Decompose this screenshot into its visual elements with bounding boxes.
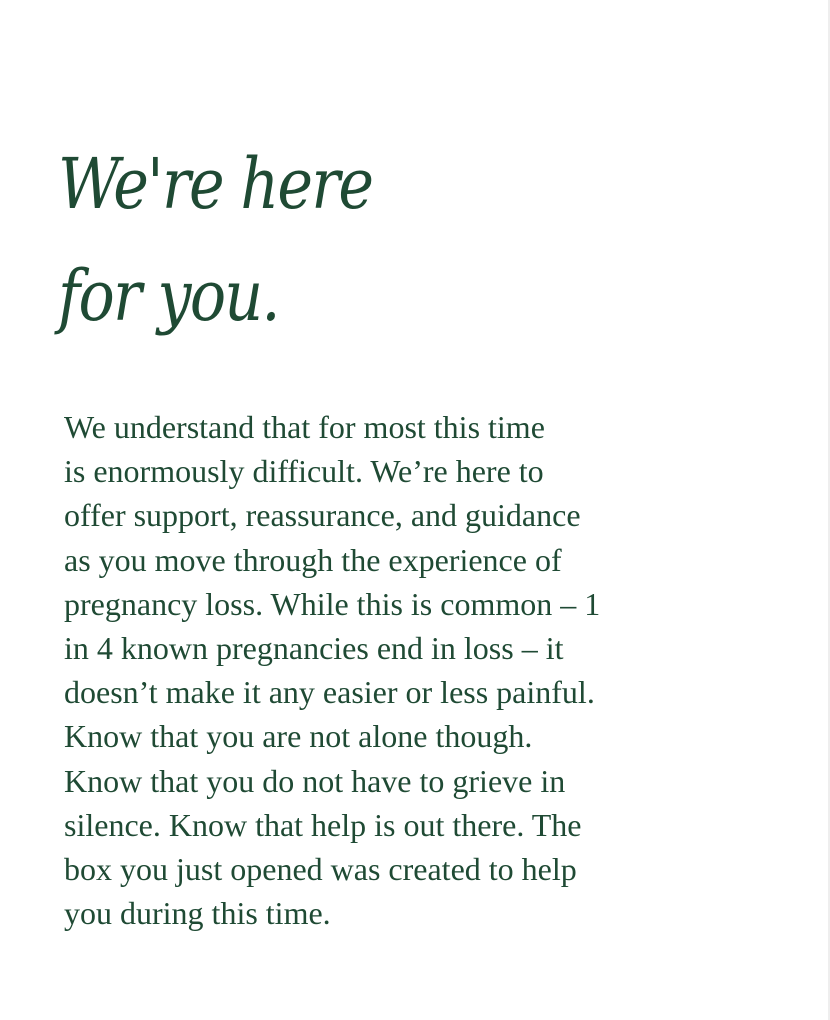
headline-line-1: We're here — [58, 143, 373, 225]
body-paragraph — [64, 405, 674, 935]
headline-line-2: for you. — [58, 255, 279, 337]
body-line: pregnancy loss. While this is common – 1 — [64, 585, 601, 622]
body-line: Know that you are not alone though. — [64, 718, 533, 755]
page-headline — [58, 128, 372, 352]
body-line: offer support, reassurance, and guidance — [64, 497, 581, 534]
body-line: you during this time. — [64, 895, 331, 932]
body-line: as you move through the experience of — [64, 541, 562, 578]
body-line: doesn’t make it any easier or less painful. — [64, 674, 595, 711]
body-line: is enormously difficult. We’re here to — [64, 453, 544, 490]
body-line: in 4 known pregnancies end in loss – it — [64, 630, 564, 667]
body-line: We understand that for most this time — [64, 409, 545, 445]
body-line: Know that you do not have to grieve in — [64, 762, 566, 799]
body-line: box you just opened was created to help — [64, 851, 577, 888]
body-line: silence. Know that help is out there. The — [64, 806, 582, 843]
